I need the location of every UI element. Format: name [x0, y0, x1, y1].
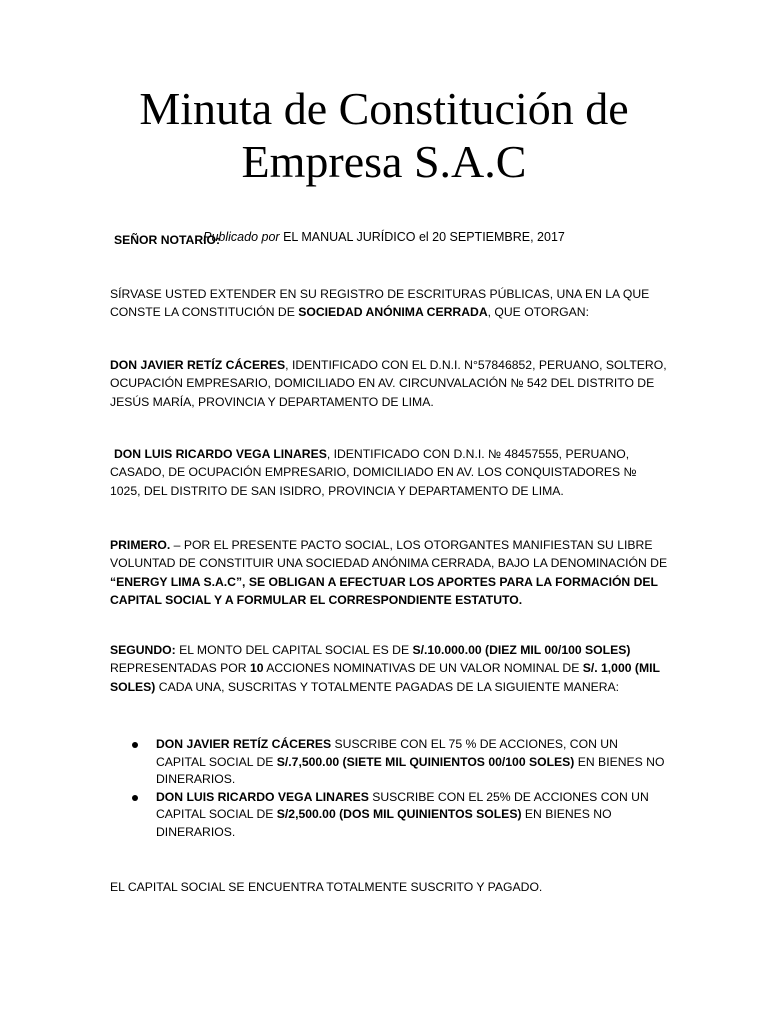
segundo-text-3: ACCIONES NOMINATIVAS DE UN VALOR NOMINAL DE: [263, 661, 583, 676]
bullet-1-text-2: EN BIENES NO DINERARIOS.: [156, 754, 665, 786]
primero-text: – POR EL PRESENTE PACTO SOCIAL, LOS OTORGANTES MANIFIESTAN SU LIBRE VOLUNTAD DE CONSTITUIR UNA SOCIEDAD ANÓNIMA CERRADA, BAJO LA DENOMINACIÓN DE: [110, 538, 668, 571]
title-line-2: Empresa S.A.C: [241, 136, 527, 187]
published-prefix: Publicado por: [203, 230, 280, 244]
document-title: [0, 82, 768, 188]
segundo-shares: 10: [249, 661, 264, 676]
bullet-2-amount: S/2,500.00 (DOS MIL QUINIENTOS SOLES): [276, 807, 522, 821]
partner-2-paragraph: [110, 445, 670, 500]
partner-2-name: DON LUIS RICARDO VEGA LINARES: [114, 447, 327, 461]
primero-company: “ENERGY LIMA S.A.C”, SE OBLIGAN A EFECTUAR LOS APORTES PARA LA FORMACIÓN DEL CAPITAL SOCIAL Y A FORMULAR EL CORRESPONDIENTE ESTATUTO.: [110, 574, 658, 607]
segundo-text-2: REPRESENTADAS POR: [110, 661, 250, 676]
bullet-2-name: DON LUIS RICARDO VEGA LINARES: [156, 789, 369, 804]
bullet-2-text-2: EN BIENES NO DINERARIOS.: [156, 807, 612, 839]
list-item: [110, 789, 670, 842]
bullet-icon: [132, 742, 138, 748]
intro-text-2: , QUE OTORGAN:: [487, 305, 589, 320]
closing-statement: EL CAPITAL SOCIAL SE ENCUENTRA TOTALMENTE SUSCRITO Y PAGADO.: [110, 880, 543, 894]
segundo-amount: S/.10.000.00 (DIEZ MIL 00/100 SOLES): [412, 643, 631, 657]
intro-company-type: SOCIEDAD ANÓNIMA CERRADA: [298, 305, 488, 320]
partner-1-name: DON JAVIER RETÍZ CÁCERES: [110, 358, 286, 372]
segundo-label: SEGUNDO:: [110, 643, 176, 657]
bullet-1-amount: S/.7,500.00 (SIETE MIL QUINIENTOS 00/100 SOLES): [276, 754, 575, 769]
primero-label: PRIMERO.: [110, 538, 171, 552]
bullet-icon: [132, 795, 138, 801]
published-source-date: EL MANUAL JURÍDICO el 20 SEPTIEMBRE, 2017: [283, 230, 565, 244]
bullet-1-name: DON JAVIER RETÍZ CÁCERES: [156, 737, 332, 751]
subscription-list: [110, 736, 670, 841]
intro-paragraph: [110, 285, 670, 322]
article-primero: [110, 536, 670, 609]
segundo-nominal: S/. 1,000 (MIL SOLES): [110, 661, 660, 694]
salutation: SEÑOR NOTARIO:: [114, 233, 221, 247]
bullet-2-text-1: SUSCRIBE CON EL 25% DE ACCIONES CON UN CAPITAL SOCIAL DE: [156, 789, 649, 821]
partner-1-details: , IDENTIFICADO CON EL D.N.I. N°57846852, PERUANO, SOLTERO, OCUPACIÓN EMPRESARIO, DOMICILIADO EN AV. CIRCUNVALACIÓN № 542 DEL DISTRITO DE JESÚS MARÍA, PROVINCIA Y DEPARTAMENTO DE LIMA.: [110, 358, 667, 409]
list-item: [110, 736, 670, 789]
segundo-text-4: CADA UNA, SUSCRITAS Y TOTALMENTE PAGADAS DE LA SIGUIENTE MANERA:: [155, 679, 620, 694]
partner-1-paragraph: [110, 356, 670, 411]
segundo-text-1: EL MONTO DEL CAPITAL SOCIAL ES DE: [175, 643, 413, 657]
intro-text-1: SÍRVASE USTED EXTENDER EN SU REGISTRO DE ESCRITURAS PÚBLICAS, UNA EN LA QUE CONSTE LA CONSTITUCIÓN DE: [110, 287, 650, 320]
title-line-1: Minuta de Constitución de: [139, 83, 629, 134]
article-segundo: [110, 641, 670, 696]
partner-2-details: , IDENTIFICADO CON D.N.I. № 48457555, PERUANO, CASADO, DE OCUPACIÓN EMPRESARIO, DOMICILIADO EN AV. LOS CONQUISTADORES № 1025, DEL DISTRITO DE SAN ISIDRO, PROVINCIA Y DEPARTAMENTO DE LIMA.: [110, 447, 637, 498]
bullet-1-text-1: SUSCRIBE CON EL 75 % DE ACCIONES, CON UN CAPITAL SOCIAL DE: [156, 737, 618, 769]
